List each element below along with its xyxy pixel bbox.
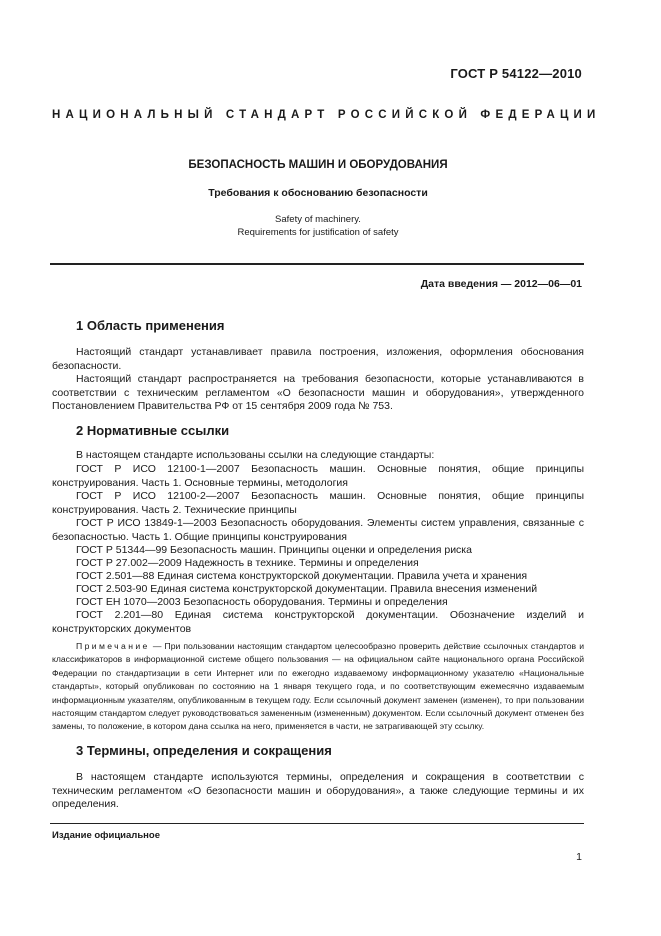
section-1-heading: 1 Область применения [76,318,225,333]
section-2-heading: 2 Нормативные ссылки [76,423,230,438]
official-edition-label: Издание официальное [52,830,160,841]
header-divider [50,263,584,265]
reference-item: ГОСТ Р ИСО 12100-2—2007 Безопасность машин. Основные понятия, общие принципы конструирования. Часть 2. Технические принципы [52,490,584,516]
footer-divider [50,823,584,824]
note-label: Примечание [76,641,150,651]
reference-item: ГОСТ Р 51344—99 Безопасность машин. Принципы оценки и определения риска [76,544,472,556]
reference-item: ГОСТ Р ИСО 13849-1—2003 Безопасность оборудования. Элементы систем управления, связанные с безопасностью. Часть 1. Общие принципы конструирования [52,517,584,543]
page-number: 1 [576,851,582,863]
reference-item: ГОСТ 2.201—80 Единая система конструкторской документации. Обозначение изделий и конструкторских документов [52,609,584,635]
reference-item: ГОСТ 2.501—88 Единая система конструкторской документации. Правила учета и хранения [76,570,528,582]
national-standard-heading: НАЦИОНАЛЬНЫЙ СТАНДАРТ РОССИЙСКОЙ ФЕДЕРАЦИИ [52,109,601,121]
english-title-line-2: Requirements for justification of safety [237,227,399,238]
standard-code: ГОСТ Р 54122—2010 [450,66,582,81]
reference-item: ГОСТ Р ИСО 12100-1—2007 Безопасность машин. Основные понятия, общие принципы конструирования. Часть 1. Основные термины, методология [52,463,584,489]
section-3-paragraph-1: В настоящем стандарте используются термины, определения и сокращения в соответствии с техническим регламентом «О безопасности машин и оборудования», а также следующие термины и их определения. [52,771,584,811]
document-title: БЕЗОПАСНОСТЬ МАШИН И ОБОРУДОВАНИЯ [188,159,448,171]
effective-date: Дата введения — 2012—06—01 [420,278,582,290]
normative-note [52,640,584,734]
reference-item: ГОСТ Р 27.002—2009 Надежность в технике. Термины и определения [76,557,419,569]
english-title [52,213,584,239]
english-title-line-1: Safety of machinery. [275,214,361,225]
note-text: — При пользовании настоящим стандартом целесообразно проверить действие ссылочных стандартов и классификаторов в информационной системе общего пользования — на официальном сайте национального органа Российской Федерации по стандартизации в сети Интернет или по ежегодно издаваемому информационному указателю «Национальные стандарты», который опубликован по состоянию на 1 января текущего года, и по соответствующим ежемесячно издаваемым информационным указателям, опубликованным в текущем году. Если ссылочный документ заменен (изменен), то при пользовании настоящим стандартом следует руководствоваться замененным (измененным) документом. Если ссылочный документ отменен без замены, то положение, в котором дана ссылка на него, применяется в части, не затрагивающей эту ссылку. [52,641,584,732]
reference-item: ГОСТ ЕН 1070—2003 Безопасность оборудования. Термины и определения [76,596,448,608]
document-subtitle: Требования к обоснованию безопасности [208,187,428,199]
section-2-intro: В настоящем стандарте использованы ссылки на следующие стандарты: [76,449,435,461]
section-1-paragraph-1: Настоящий стандарт устанавливает правила построения, изложения, оформления обоснования безопасности. [52,346,584,372]
section-3-heading: 3 Термины, определения и сокращения [76,743,332,758]
section-1-paragraph-2: Настоящий стандарт распространяется на требования безопасности, которые устанавливаются в соответствии с техническим регламентом «О безопасности машин и оборудования», утвержденного Постановлением Правительства РФ от 15 сентября 2009 года № 753. [52,373,584,413]
reference-item: ГОСТ 2.503-90 Единая система конструкторской документации. Правила внесения изменений [76,583,538,595]
